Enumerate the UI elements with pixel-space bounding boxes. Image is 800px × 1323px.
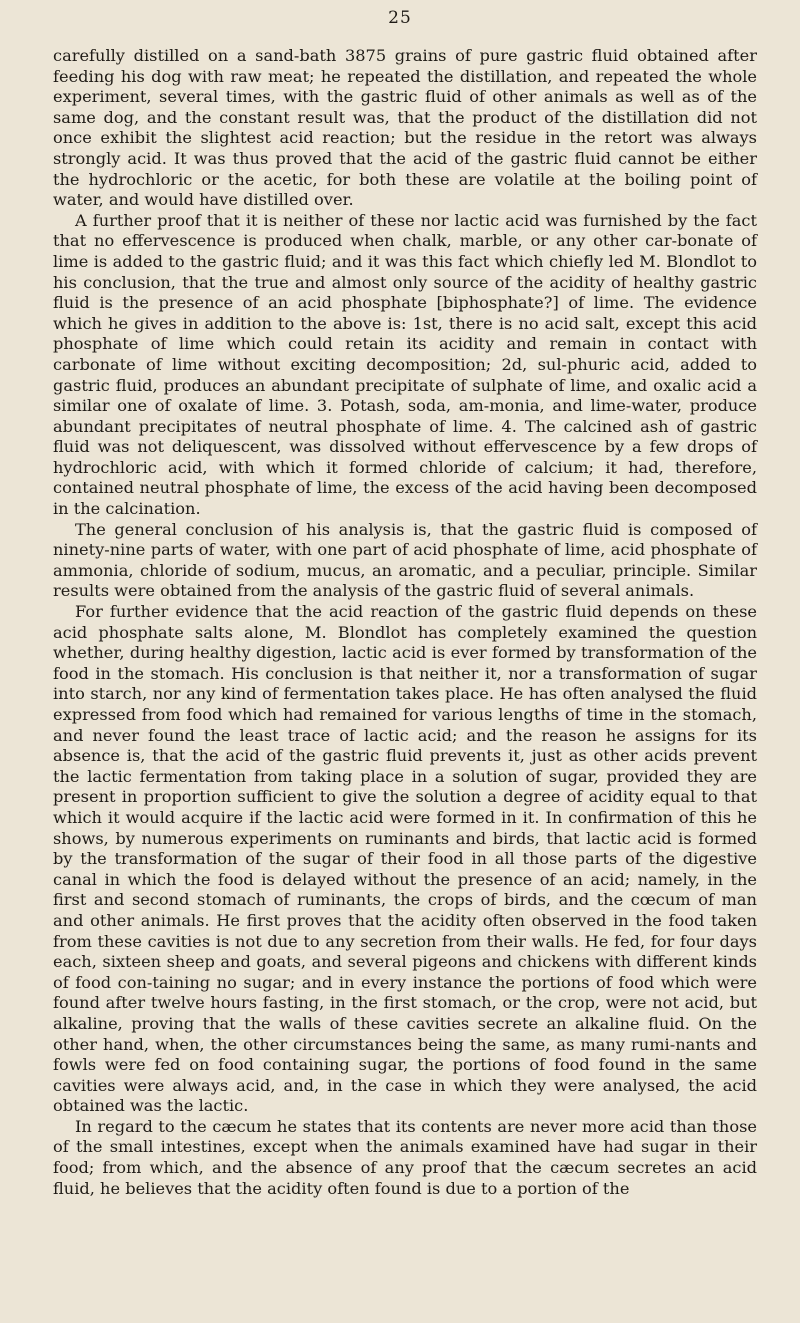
- body-text: [53, 46, 757, 1199]
- paragraph-lactic-acid: For further evidence that the acid reaction of the gastric fluid depends on these acid phosphate salts alone, M. Blondlot has completely examined the question whether, during healthy digestion, lactic acid is ever formed by transformation of the food in the stomach. His conclusion is that neither it, nor a transformation of sugar into starch, nor any kind of fermentation takes place. He has often analysed the fluid expressed from food which had remained for various lengths of time in the stomach, and never found the least trace of lactic acid; and the reason he assigns for its absence is, that the acid of the gastric fluid prevents it, just as other acids prevent the lactic fermentation from taking place in a solution of sugar, provided they are present in proportion sufficient to give the solution a degree of acidity equal to that which it would acquire if the lactic acid were formed in it. In confirmation of this he shows, by numerous experiments on ruminants and birds, that lactic acid is formed by the transformation of the sugar of their food in all those parts of the digestive canal in which the food is delayed without the presence of an acid; namely, in the first and second stomach of ruminants, the crops of birds, and the cœcum of man and other animals. He first proves that the acidity often observed in the food taken from these cavities is not due to any secretion from their walls. He fed, for four days each, sixteen sheep and goats, and several pigeons and chickens with different kinds of food con-taining no sugar; and in every instance the portions of food which were found after twelve hours fasting, in the first stomach, or the crop, were not acid, but alkaline, proving that the walls of these cavities secrete an alkaline fluid. On the other hand, when, the other circumstances being the same, as many rumi-nants and fowls were fed on food containing sugar, the portions of food found in the same cavities were always acid, and, in the case in which they were analysed, the acid obtained was the lactic.: [53, 602, 757, 1116]
- paragraph-general-conclusion: The general conclusion of his analysis is, that the gastric fluid is composed of ninety-nine parts of water, with one part of acid phosphate of lime, acid phosphate of ammonia, chloride of sodium, mucus, an aromatic, and a peculiar, principle. Similar results were obtained from the analysis of the gastric fluid of several animals.: [53, 519, 757, 601]
- page-number: 25: [388, 8, 412, 28]
- paragraph-effervescence-proof: A further proof that it is neither of these nor lactic acid was furnished by the fact that no effervescence is produced when chalk, marble, or any other car-bonate of lime is added to the gastric fluid; and it was this fact which chiefly led M. Blondlot to his conclusion, that the true and almost only source of the acidity of healthy gastric fluid is the presence of an acid phosphate [biphosphate?] of lime. The evidence which he gives in addition to the above is: 1st, there is no acid salt, except this acid phosphate of lime which could retain its acidity and remain in contact with carbonate of lime without exciting decomposition; 2d, sul-phuric acid, added to gastric fluid, produces an abundant precipitate of sulphate of lime, and oxalic acid a similar one of oxalate of lime. 3. Potash, soda, am-monia, and lime-water, produce abundant precipitates of neutral phosphate of lime. 4. The calcined ash of gastric fluid was not deliquescent, was dissolved without effervescence by a few drops of hydrochloric acid, with which it formed chloride of calcium; it had, therefore, contained neutral phosphate of lime, the excess of the acid having been decomposed in the calcination.: [53, 210, 757, 519]
- paragraph-distillation: carefully distilled on a sand-bath 3875 grains of pure gastric fluid obtained after feeding his dog with raw meat; he repeated the distillation, and repeated the whole experiment, several times, with the gastric fluid of other animals as well as of the same dog, and the constant result was, that the product of the distillation did not once exhibit the slightest acid reaction; but the residue in the retort was always strongly acid. It was thus proved that the acid of the gastric fluid cannot be either the hydrochloric or the acetic, for both these are volatile at the boiling point of water, and would have distilled over.: [53, 46, 757, 210]
- paragraph-caecum: In regard to the cæcum he states that its contents are never more acid than those of the small intestines, except when the animals examined have had sugar in their food; from which, and the absence of any proof that the cæcum secretes an acid fluid, he believes that the acidity often found is due to a portion of the: [53, 1116, 757, 1198]
